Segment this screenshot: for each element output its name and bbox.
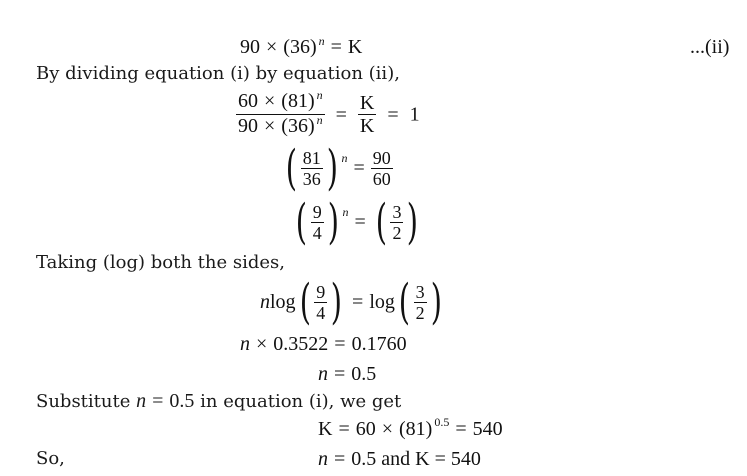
- left-paren: (: [285, 140, 297, 196]
- rhs-numerator: 3: [392, 201, 402, 222]
- equation-ii: 90 × (36) $^n$ = K: [240, 34, 363, 58]
- right-paren: ): [327, 194, 339, 250]
- k-numerator: K: [359, 92, 375, 114]
- rhs-denominator: 2: [392, 222, 402, 243]
- eq-ii-rhs: K: [347, 36, 363, 58]
- taking-log-text: Taking (log) both the sides,: [36, 252, 285, 273]
- ratio-den-exp: n: [316, 113, 323, 127]
- ratio-denominator: 90 × (36) $^n$: [238, 113, 323, 137]
- ratio-numerator: 60 × (81) $^n$: [236, 90, 325, 115]
- substitute-line: Substitute n = 0.5 in equation (i), we get: [36, 390, 402, 412]
- k-final: K = 540: [415, 448, 481, 470]
- substitute-text-end: in equation (i), we get: [200, 391, 402, 412]
- k-result: 540: [472, 418, 503, 440]
- rhs-denominator: 60: [372, 168, 391, 189]
- ratio-num-coef: 60: [238, 90, 258, 112]
- left-paren: (: [295, 194, 307, 250]
- k-coef: 60: [355, 418, 376, 440]
- lhs-numerator: 81: [302, 147, 321, 168]
- equation-ii-tag: ...(ii): [690, 36, 730, 58]
- ratio-num-base: (81): [281, 90, 315, 112]
- equals-sign: =: [387, 103, 399, 126]
- fraction-power-equation: [282, 140, 393, 196]
- fraction-81-36: [301, 148, 323, 189]
- fraction-9-4: [311, 202, 324, 243]
- k-denominator: K: [359, 115, 375, 137]
- lhs-denominator: 4: [316, 302, 326, 323]
- lhs-denominator: 4: [312, 222, 322, 243]
- lhs-numerator: 9: [312, 201, 322, 222]
- variable-n: n: [240, 333, 250, 355]
- left-paren: (: [375, 194, 387, 250]
- fraction-9-4: [314, 282, 327, 323]
- ratio-den-coef: 90: [238, 115, 258, 137]
- n-value: 0.5: [351, 448, 377, 470]
- numeric-equation: n × 0.3522 = 0.1760: [240, 333, 407, 355]
- lhs-denominator: 36: [302, 168, 321, 189]
- log-value-rhs: 0.1760: [351, 333, 407, 355]
- k-computation: K = 60 × (81) $^{0.5}$ = 540: [318, 415, 503, 440]
- log-value-lhs: 0.3522: [273, 333, 329, 355]
- rhs-numerator: 3: [415, 281, 425, 302]
- log-label: log: [369, 291, 395, 313]
- lhs-exponent: n: [342, 205, 349, 219]
- k-base: (81): [399, 418, 433, 440]
- log-equation: [260, 274, 445, 330]
- left-paren: (: [398, 274, 410, 330]
- fraction-3-2: [390, 202, 403, 243]
- n-value: 0.5: [169, 390, 195, 412]
- right-paren: ): [407, 194, 419, 250]
- k-symbol: K: [318, 418, 333, 440]
- fraction-90-60: [371, 148, 393, 189]
- lhs-exponent: n: [341, 151, 348, 165]
- equals-sign: =: [352, 291, 364, 313]
- right-paren: ): [331, 274, 343, 330]
- fraction-3-2: [414, 282, 427, 323]
- ratio-result: 1: [409, 103, 420, 126]
- variable-n: n: [318, 448, 328, 470]
- k-over-k-fraction: [358, 92, 376, 137]
- eq-ii-exp: n: [318, 34, 325, 48]
- left-paren: (: [299, 274, 311, 330]
- rhs-numerator: 90: [372, 147, 391, 168]
- ratio-num-exp: n: [316, 88, 323, 102]
- log-label: log: [270, 291, 296, 313]
- variable-n: n: [260, 291, 270, 313]
- k-exp: 0.5: [434, 415, 450, 429]
- eq-ii-base: (36): [283, 36, 317, 58]
- and-text: and: [376, 448, 416, 470]
- ratio-fraction: [236, 90, 325, 139]
- n-value: 0.5: [351, 363, 377, 385]
- dividing-text: By dividing equation (i) by equation (ii),: [36, 63, 400, 84]
- equals-sign: =: [335, 103, 347, 126]
- equals-sign: =: [353, 157, 365, 179]
- substitute-text: Substitute: [36, 391, 131, 412]
- eq-ii-coef: 90: [240, 36, 260, 58]
- n-solution: n = 0.5: [318, 363, 377, 385]
- variable-n: n: [136, 390, 147, 412]
- ratio-equation: [236, 90, 420, 139]
- variable-n: n: [318, 363, 328, 385]
- so-label: So,: [36, 448, 65, 469]
- right-paren: ): [326, 140, 338, 196]
- final-answer: n = 0.5 and K = 540: [318, 448, 481, 470]
- ratio-den-base: (36): [281, 115, 315, 137]
- rhs-denominator: 2: [415, 302, 425, 323]
- equals-sign: =: [354, 211, 366, 233]
- simplified-equation: [292, 194, 422, 250]
- right-paren: ): [430, 274, 442, 330]
- lhs-numerator: 9: [316, 281, 326, 302]
